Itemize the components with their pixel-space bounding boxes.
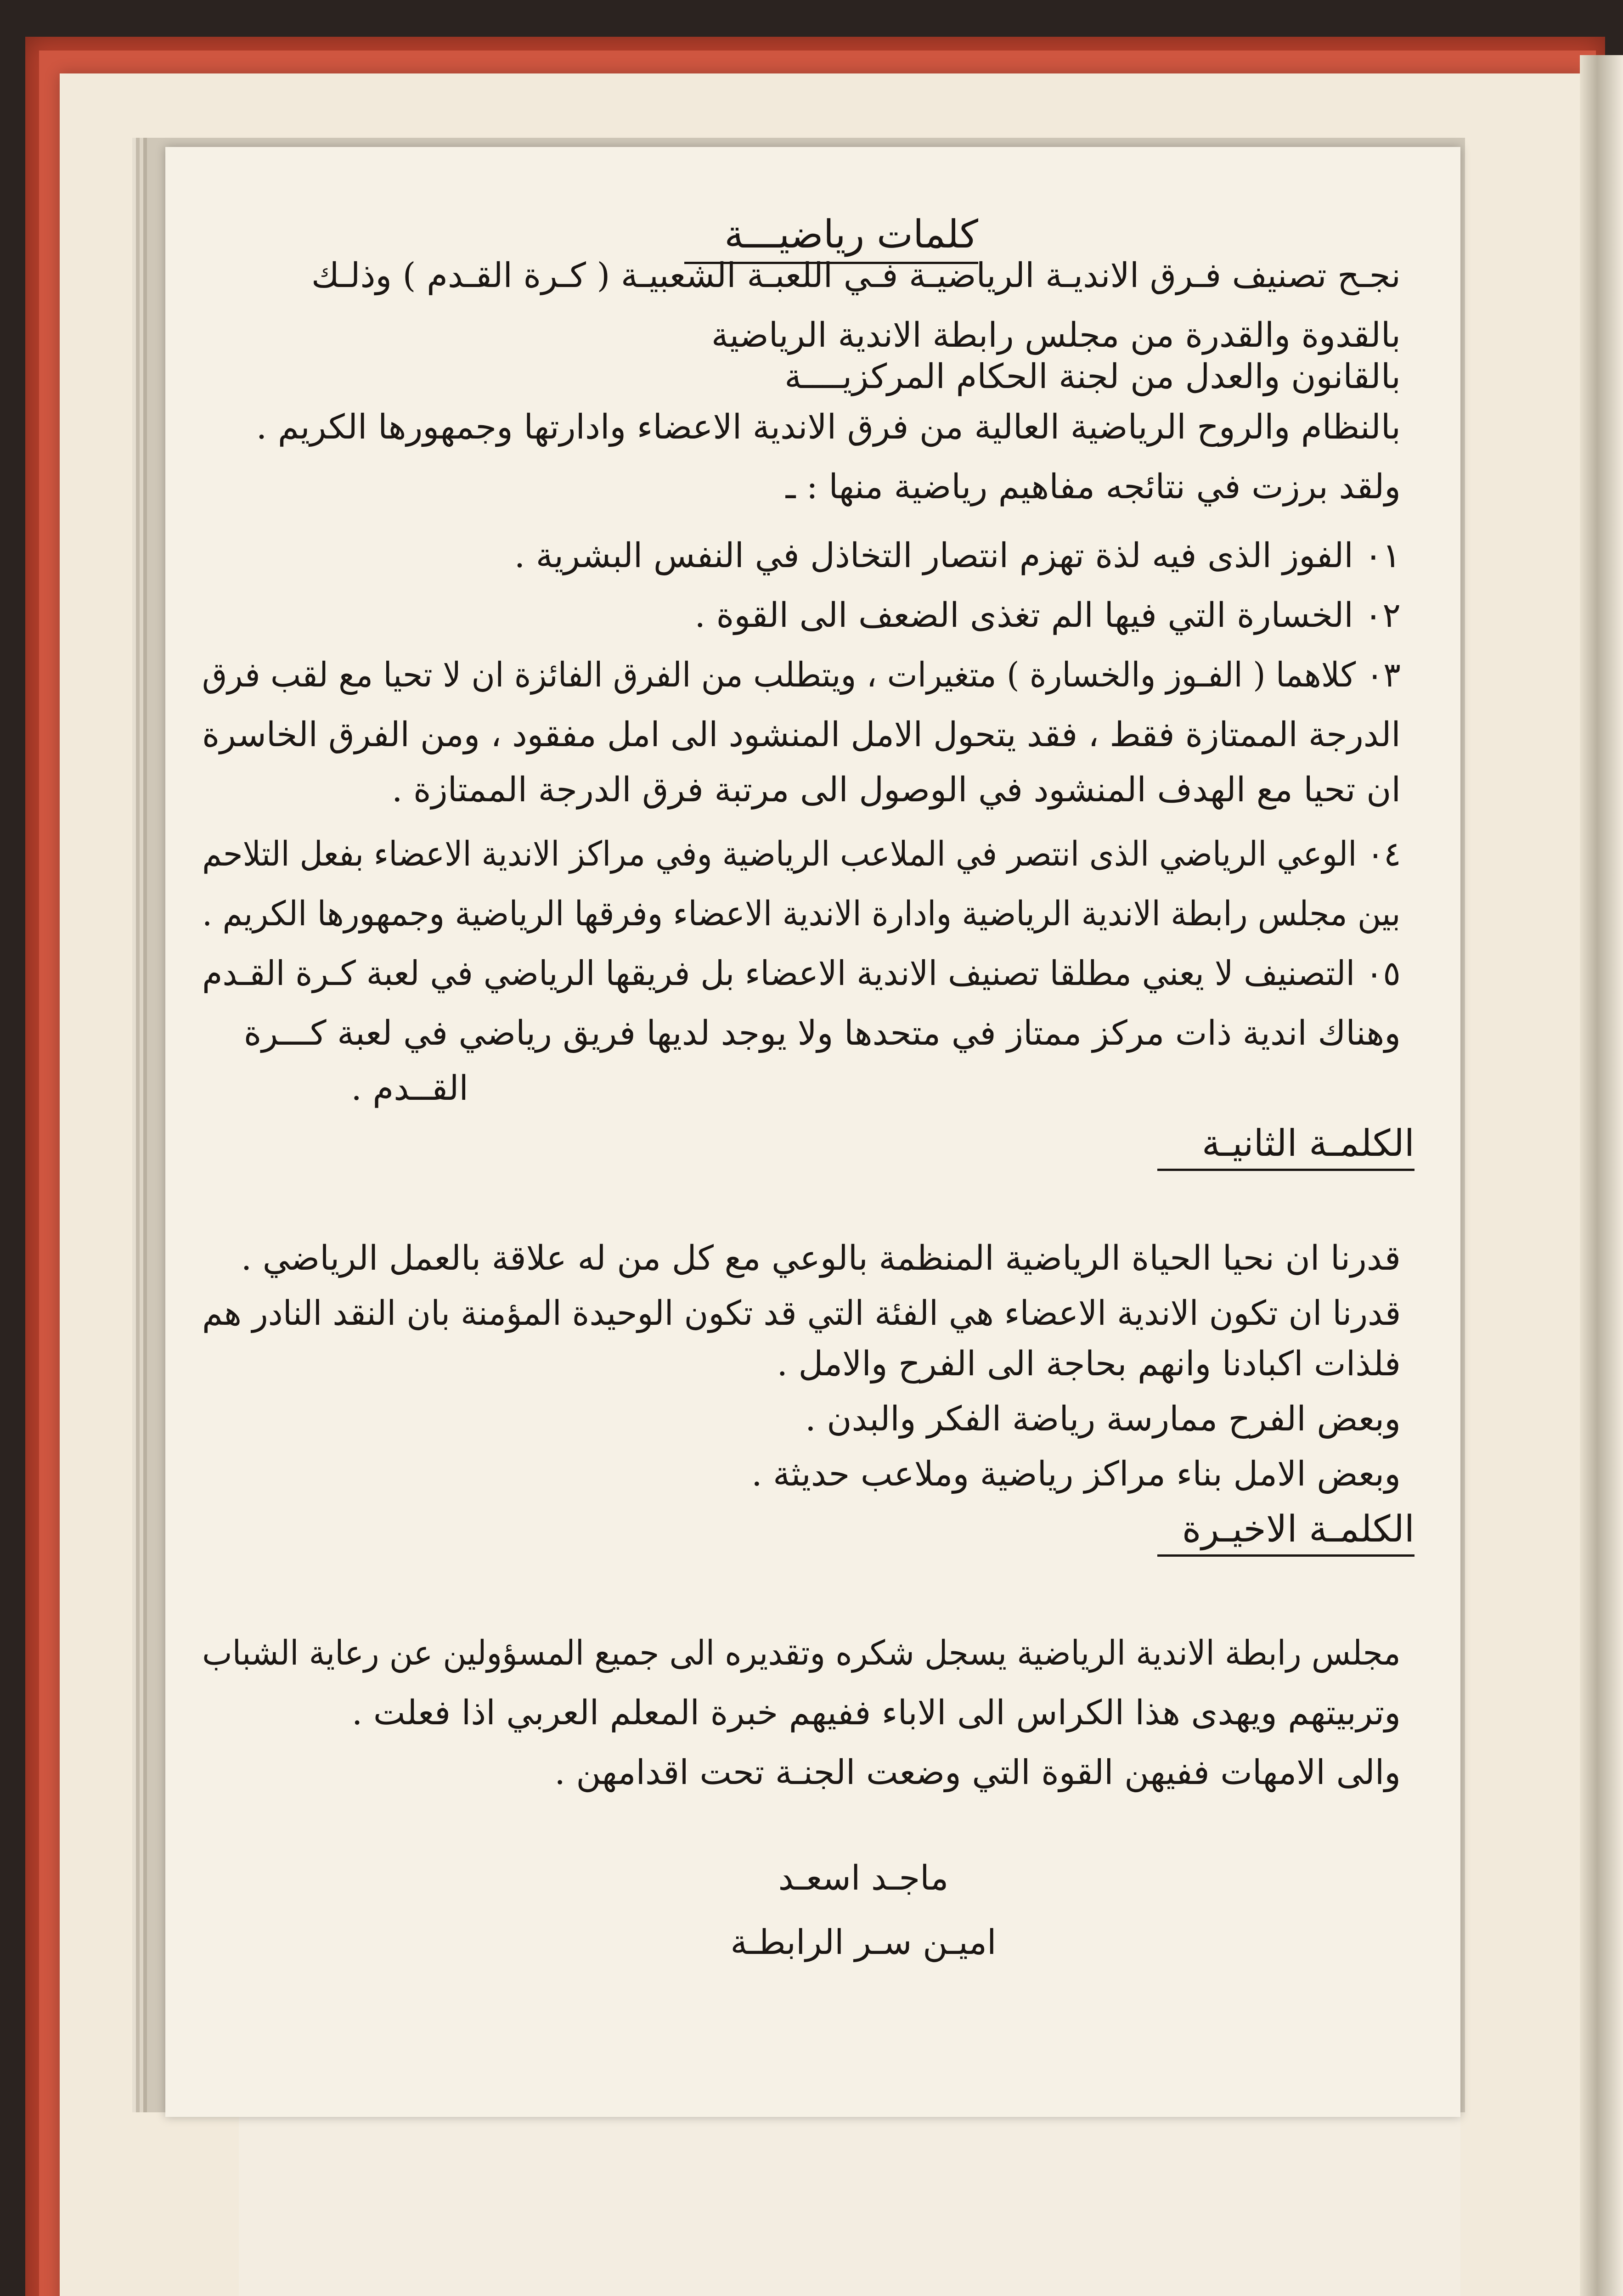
intro-line-1: نجـح تصنيف فـرق الانديـة الرياضيـة فـي اللعبـة الشعبيـة ( كـرة القـدم ) وذلـك [311,256,1401,295]
section-two-line-2: قدرنا ان تكون الاندية الاعضاء هي الفئة التي قد تكون الوحيدة المؤمنة بان النقد النادر هم [202,1294,1401,1333]
signature-name: ماجـد اسعـد [778,1858,949,1898]
document-title: كلمات رياضيـــة [724,212,978,257]
point-line-3: ٠٣ كلاهما ( الفـوز والخسارة ) متغيرات ، ويتطلب من الفرق الفائزة ان لا تحيا مع لقب فرق [202,655,1401,695]
point-line-4: الدرجة الممتازة فقط ، فقد يتحول الامل المنشود الى امل مفقود ، ومن الفرق الخاسرة [202,715,1401,754]
section-three-line-2: وتربيتهم ويهدى هذا الكراس الى الاباء ففيهم خبرة المعلم العربي اذا فعلت . [351,1693,1401,1733]
section-two-line-3: فلذات اكبادنا وانهم بحاجة الى الفرح والامل . [777,1344,1401,1384]
point-line-10: القــدم . [351,1069,468,1108]
page-edge-right [1580,55,1623,2296]
intro-line-2: بالقدوة والقدرة من مجلس رابطة الاندية الرياضية [711,315,1401,355]
intro-line-4: بالنظام والروح الرياضية العالية من فرق الاندية الاعضاء وادارتها وجمهورها الكريم . [256,407,1401,447]
intro-line-5: ولقد برزت في نتائجه مفاهيم رياضية منها : ـ [785,467,1401,506]
section-three-heading: الكلمـة الاخيـرة [1182,1508,1414,1550]
section-three-underline [1157,1554,1414,1557]
point-line-7: بين مجلس رابطة الاندية الرياضية وادارة الاندية الاعضاء وفرقها الرياضية وجمهورها الكريم . [202,894,1401,934]
section-two-line-1: قدرنا ان نحيا الحياة الرياضية المنظمة بالوعي مع كل من له علاقة بالعمل الرياضي . [241,1238,1401,1278]
point-line-5: ان تحيا مع الهدف المنشود في الوصول الى مرتبة فرق الدرجة الممتازة . [392,770,1401,810]
point-line-6: ٠٤ الوعي الرياضي الذى انتصر في الملاعب الرياضية وفي مراكز الاندية الاعضاء بفعل التلاحم [202,834,1401,874]
section-three-line-3: والى الامهات ففيهن القوة التي وضعت الجنـة تحت اقدامهن . [554,1753,1401,1792]
point-line-8: ٠٥ التصنيف لا يعني مطلقا تصنيف الاندية الاعضاء بل فريقها الرياضي في لعبة كـرة القـدم [202,954,1401,993]
point-line-2: ٠٢ الخسارة التي فيها الم تغذى الضعف الى القوة . [694,596,1401,635]
point-line-9: وهناك اندية ذات مركز ممتاز في متحدها ولا يوجد لديها فريق رياضي في لعبة كـــرة [243,1013,1401,1053]
document-page [165,147,1460,2117]
section-two-heading: الكلمـة الثانيـة [1201,1122,1414,1165]
section-two-line-4: وبعض الفرح ممارسة رياضة الفكر والبدن . [805,1399,1401,1439]
point-line-1: ٠١ الفوز الذى فيه لذة تهزم انتصار التخاذل في النفس البشرية . [514,536,1401,575]
lower-blank-page [239,2112,1460,2296]
section-two-line-5: وبعض الامل بناء مراكز رياضية وملاعب حديثة . [751,1454,1401,1494]
signature-position: اميـن سـر الرابطـة [730,1923,997,1962]
intro-line-3: بالقانون والعدل من لجنة الحكام المركزيــــة [784,357,1401,396]
section-three-line-1: مجلس رابطة الاندية الرياضية يسجل شكره وتقديره الى جميع المسؤولين عن رعاية الشباب [202,1633,1401,1673]
section-two-underline [1157,1169,1414,1171]
